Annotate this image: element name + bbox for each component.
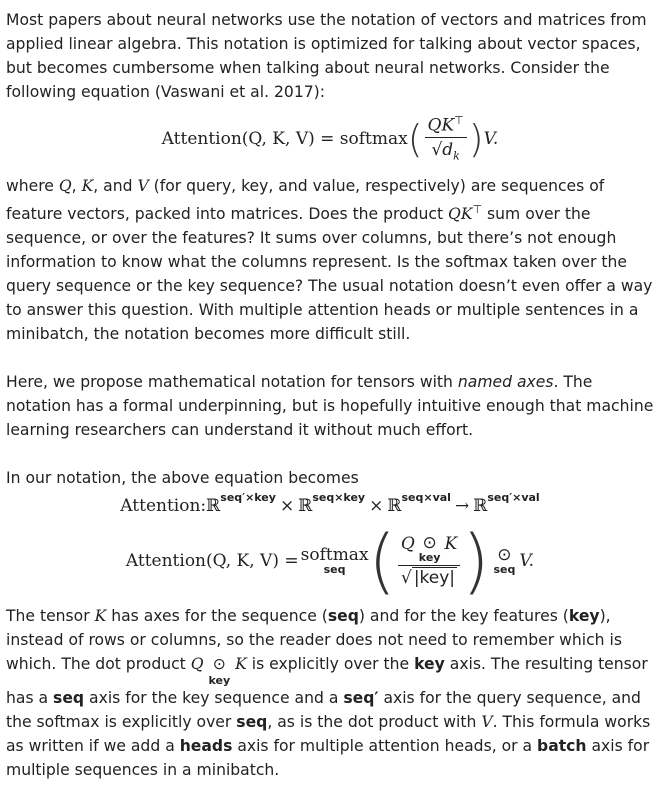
eq1-tail: V. [483, 129, 499, 149]
explanation-paragraph: The tensor K has axes for the sequence (seq) and for the key features (key), instead of rows or columns, so the reader does not need to remember which is which. The dot product Q ⊙ key K is explicitly over the key axis. The resulting tensor has a seq axis for the key sequence and a seq′ axis for the query sequence, and the softmax is explicitly over seq, as is the dot product with V. This formula works as written if we add a heads axis for multiple attention heads, or a batch axis for multiple sequences in a minibatch. [6, 607, 651, 780]
intro-paragraph: Most papers about neural networks use the notation of vectors and matrices from applied linear algebra. This notation is optimized for talking about vector spaces, but becomes cumbersome when talking about neural networks. Consider the following equation (Vaswani et al. 2017): [6, 11, 647, 101]
eq2-tail: V. [519, 551, 535, 572]
eq1-fraction [425, 111, 467, 166]
eq2-lhs: Attention(Q, K, V) = [125, 551, 299, 572]
transition-paragraph: In our notation, the above equation becomes [6, 469, 359, 488]
problem-paragraph: where Q, K, and V (for query, key, and value, respectively) are sequences of feature vectors, packed into matrices. Does the product QK⊤ sum over the sequence, or over the features? It sums over columns, but there’s not enough information to know what the columns represent. Is the softmax taken over the query sequence or the key sequence? The usual notation doesn’t even offer a way to answer this question. With multiple attention heads or multiple sentences in a minibatch, the notation becomes more difficult still. [6, 177, 653, 344]
eq2-left-paren: ( [368, 520, 396, 603]
eq1-left-paren: ( [407, 117, 423, 161]
named-attention-equation [6, 518, 654, 604]
proposal-paragraph: Here, we propose mathematical notation for tensors with named axes. The notation has a formal underpinning, but is hopefully intuitive enough that machine learning researchers can understand it without much effort. [6, 373, 654, 440]
attention-signature-equation: Attention: ℝ $^{seq'\times key}$ × ℝ $^{seq\times key}$ × ℝ $^{seq\times val}$ → ℝ $^{seq'\times val}$ [120, 491, 540, 517]
eq1-right-paren: ) [468, 117, 484, 161]
standard-attention-equation [6, 104, 654, 174]
eq1-lhs: Attention(Q, K, V) = softmax [161, 129, 408, 149]
eq2-right-paren: ) [462, 520, 490, 603]
eq1-numerator: QK⊤ [425, 111, 467, 138]
softmax-over-seq: softmax seq [300, 545, 369, 577]
eq1-denominator: $√d_k$ [431, 140, 460, 163]
eq2-fraction: Q ⊙ key K √ |key| [398, 534, 460, 588]
dot-over-seq: ⊙ seq [493, 545, 516, 577]
